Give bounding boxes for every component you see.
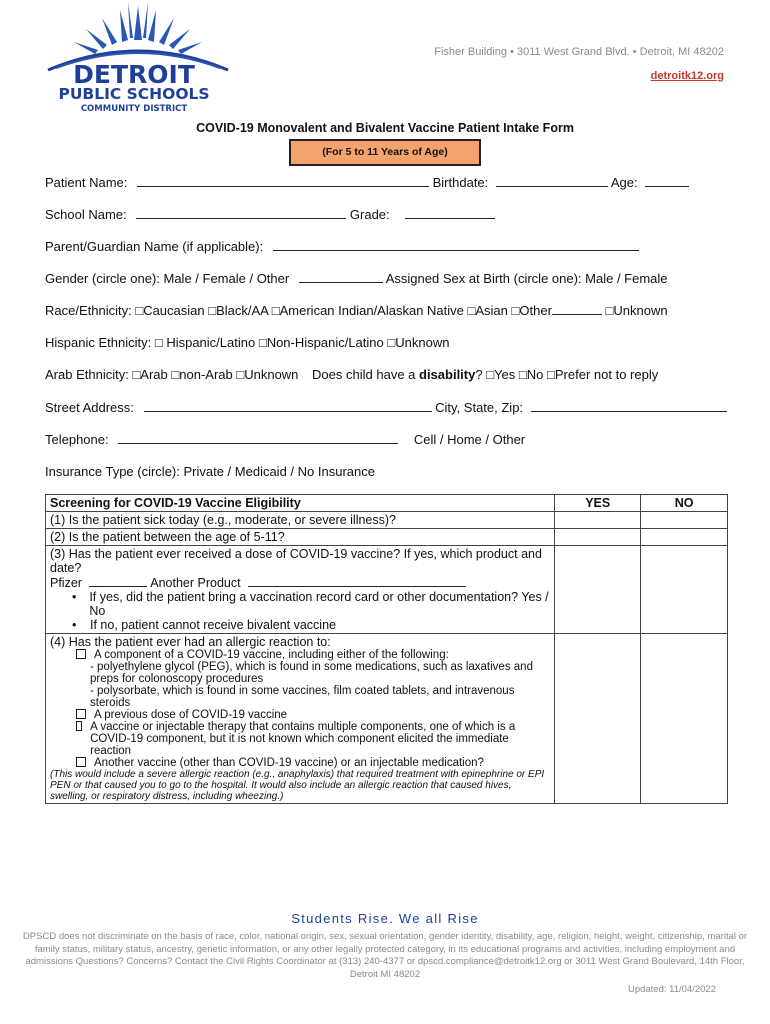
question-3-cell bbox=[46, 546, 555, 634]
race-checkbox-icon[interactable]: □ bbox=[511, 303, 520, 318]
telephone-field[interactable] bbox=[118, 432, 398, 444]
logo-line-public-schools: PUBLIC SCHOOLS bbox=[58, 85, 210, 103]
race-option-asian: Asian bbox=[475, 303, 508, 318]
motto: Students Rise. We all Rise bbox=[291, 911, 479, 926]
grade-label: Grade: bbox=[349, 207, 390, 222]
question-4: (4) Has the patient ever had an allergic reaction to: bbox=[50, 635, 331, 649]
q3-bullet-1 bbox=[50, 590, 550, 618]
arab-checkbox-icon[interactable]: □ bbox=[171, 367, 180, 382]
q4-item-1a: - polyethylene glycol (PEG), which is found in some medications, such as laxatives and preps for colonoscopy procedures bbox=[90, 661, 533, 685]
street-row bbox=[45, 400, 727, 415]
checkbox-icon[interactable] bbox=[76, 709, 86, 719]
race-checkbox-icon[interactable]: □ bbox=[135, 303, 144, 318]
race-checkbox-icon[interactable]: □ bbox=[467, 303, 476, 318]
table-row bbox=[46, 634, 728, 804]
disability-checkbox-icon[interactable]: □ bbox=[486, 367, 495, 382]
race-other-field[interactable] bbox=[552, 303, 602, 315]
arab-row bbox=[45, 367, 658, 382]
question-4-cell bbox=[46, 634, 555, 804]
answer-no-cell[interactable] bbox=[641, 634, 728, 804]
q3-bullet-2 bbox=[50, 618, 550, 632]
answer-no-cell[interactable] bbox=[641, 512, 728, 529]
table-row bbox=[46, 546, 728, 634]
q3-other-field[interactable] bbox=[248, 575, 466, 587]
race-option-caucasian: Caucasian bbox=[143, 303, 205, 318]
dpscd-logo bbox=[38, 2, 238, 114]
q4-item-4 bbox=[50, 757, 550, 769]
hispanic-checkbox-icon[interactable]: □ bbox=[258, 335, 267, 350]
question-1: (1) Is the patient sick today (e.g., moderate, or severe illness)? bbox=[46, 512, 555, 529]
insurance-row bbox=[45, 464, 375, 479]
answer-no-cell[interactable] bbox=[641, 529, 728, 546]
gender-row bbox=[45, 271, 668, 286]
telephone-row bbox=[45, 432, 525, 447]
answer-yes-cell[interactable] bbox=[555, 634, 641, 804]
school-row bbox=[45, 207, 495, 222]
birthdate-label: Birthdate: bbox=[432, 175, 489, 190]
race-checkbox-icon[interactable]: □ bbox=[271, 303, 280, 318]
race-row bbox=[45, 303, 668, 318]
bullet-icon: • bbox=[72, 590, 77, 604]
form-title: COVID-19 Monovalent and Bivalent Vaccine Patient Intake Form bbox=[196, 121, 574, 135]
gender-other-field[interactable] bbox=[299, 271, 383, 283]
arab-label: Arab Ethnicity: bbox=[45, 367, 133, 382]
q4-item-1 bbox=[50, 649, 550, 661]
bullet-icon: • bbox=[72, 618, 77, 632]
q3-bullet-1-text: If yes, did the patient bring a vaccination record card or other documentation? Yes / No bbox=[89, 590, 549, 618]
parent-field[interactable] bbox=[273, 239, 639, 251]
patient-name-field[interactable] bbox=[137, 175, 429, 187]
race-option-american-indian: American Indian/Alaskan Native bbox=[279, 303, 464, 318]
city-field[interactable] bbox=[531, 400, 727, 412]
race-checkbox-icon[interactable]: □ bbox=[605, 303, 614, 318]
arab-option-arab: Arab bbox=[140, 367, 168, 382]
gender-label: Gender (circle one): Male / Female / Other bbox=[45, 271, 290, 286]
phone-type: Cell / Home / Other bbox=[413, 432, 526, 447]
age-field[interactable] bbox=[645, 175, 689, 187]
arab-checkbox-icon[interactable]: □ bbox=[236, 367, 245, 382]
arab-option-non-arab: non-Arab bbox=[179, 367, 233, 382]
race-checkbox-icon[interactable]: □ bbox=[208, 303, 217, 318]
table-row bbox=[46, 529, 728, 546]
q4-item-2 bbox=[50, 709, 550, 721]
hispanic-option-yes: Hispanic/Latino bbox=[166, 335, 256, 350]
q3-pfizer-label: Pfizer bbox=[50, 576, 82, 590]
insurance-label: Insurance Type (circle): Private / Medicaid / No Insurance bbox=[45, 464, 375, 479]
street-field[interactable] bbox=[144, 400, 432, 412]
answer-yes-cell[interactable] bbox=[555, 512, 641, 529]
parent-row bbox=[45, 239, 639, 254]
updated-date: Updated: 11/04/2022 bbox=[627, 984, 716, 995]
disability-question bbox=[312, 367, 483, 382]
logo-line-detroit: DETROIT bbox=[73, 60, 195, 89]
question-3: (3) Has the patient ever received a dose of COVID-19 vaccine? If yes, which product and date? bbox=[50, 547, 542, 575]
disability-option-yes: Yes bbox=[494, 367, 516, 382]
school-name-field[interactable] bbox=[136, 207, 346, 219]
q4-item-3 bbox=[50, 721, 550, 757]
patient-name-label: Patient Name: bbox=[45, 175, 128, 190]
disability-word: disability bbox=[419, 367, 476, 382]
grade-field[interactable] bbox=[405, 207, 495, 219]
q4-item-2-text: A previous dose of COVID-19 vaccine bbox=[94, 709, 288, 721]
race-option-black: Black/AA bbox=[216, 303, 269, 318]
q3-pfizer-field[interactable] bbox=[89, 575, 147, 587]
yes-column-header: YES bbox=[555, 495, 641, 512]
disability-checkbox-icon[interactable]: □ bbox=[547, 367, 555, 382]
age-label: Age: bbox=[610, 175, 638, 190]
header-address: Fisher Building • 3011 West Grand Blvd. • Detroit, MI 48202 bbox=[434, 46, 724, 58]
race-label: Race/Ethnicity: bbox=[45, 303, 136, 318]
disability-option-prefer-not: Prefer not to reply bbox=[554, 367, 659, 382]
q4-item-3-text: A vaccine or injectable therapy that contains multiple components, one of which is a COVID-19 component, but it is not known which component elicited the immediate reaction bbox=[90, 721, 516, 757]
screening-header: Screening for COVID-19 Vaccine Eligibility bbox=[46, 495, 555, 512]
hispanic-checkbox-icon[interactable]: □ bbox=[154, 335, 163, 350]
patient-name-row bbox=[45, 175, 689, 190]
telephone-label: Telephone: bbox=[45, 432, 109, 447]
logo-line-community-district: COMMUNITY DISTRICT bbox=[80, 104, 188, 114]
checkbox-icon[interactable] bbox=[76, 649, 86, 659]
race-option-other: Other bbox=[519, 303, 552, 318]
hispanic-option-no: Non-Hispanic/Latino bbox=[266, 335, 384, 350]
race-option-unknown: Unknown bbox=[613, 303, 668, 318]
q4-item-1-text: A component of a COVID-19 vaccine, including either of the following: bbox=[94, 649, 449, 661]
q4-item-4-text: Another vaccine (other than COVID-19 vaccine) or an injectable medication? bbox=[94, 757, 484, 769]
arab-checkbox-icon[interactable]: □ bbox=[132, 367, 141, 382]
hispanic-checkbox-icon[interactable]: □ bbox=[387, 335, 396, 350]
website-link[interactable]: detroitk12.org bbox=[650, 70, 724, 82]
disability-pre-text: Does child have a bbox=[312, 367, 419, 382]
city-label: City, State, Zip: bbox=[435, 400, 524, 415]
q3-other-label: Another Product bbox=[150, 576, 241, 590]
q4-note: (This would include a severe allergic reaction (e.g., anaphylaxis) that required treatment with epinephrine or EPI PEN or that caused you to go to the hospital. It would also include an allergic reaction that caused hives, swelling, or respiratory distress, including wheezing.) bbox=[50, 769, 545, 802]
age-range-badge: (For 5 to 11 Years of Age) bbox=[289, 139, 481, 166]
table-row bbox=[46, 512, 728, 529]
hispanic-row bbox=[45, 335, 449, 350]
question-2: (2) Is the patient between the age of 5-11? bbox=[46, 529, 555, 546]
no-column-header: NO bbox=[641, 495, 728, 512]
answer-yes-cell[interactable] bbox=[555, 529, 641, 546]
hispanic-label: Hispanic Ethnicity: bbox=[45, 335, 155, 350]
birthdate-field[interactable] bbox=[496, 175, 608, 187]
parent-label: Parent/Guardian Name (if applicable): bbox=[45, 239, 264, 254]
screening-table bbox=[45, 494, 728, 804]
street-label: Street Address: bbox=[45, 400, 134, 415]
answer-yes-cell[interactable] bbox=[555, 546, 641, 634]
disclaimer: DPSCD does not discriminate on the basis of race, color, national origin, sex, sexual orientation, gender identity, disability, age, religion, height, weight, citizenship, marital or family status, military status, ancestry, genetic information, or any other legally protected category, in its educational programs and activities, including employment and admissions Questions? Concerns? Contact the Civil Rights Coordinator at (313) 240-4377 or dpscd.compliance@detroitk12.org or 3011 West Grand Boulevard, 14th Floor, Detroit MI 48202 bbox=[22, 931, 748, 980]
table-header-row bbox=[46, 495, 728, 512]
arab-option-unknown: Unknown bbox=[244, 367, 299, 382]
assigned-sex-label: Assigned Sex at Birth (circle one): Male / Female bbox=[385, 271, 668, 286]
disability-checkbox-icon[interactable]: □ bbox=[518, 367, 527, 382]
disability-option-no: No bbox=[526, 367, 544, 382]
checkbox-icon[interactable] bbox=[76, 757, 86, 767]
school-name-label: School Name: bbox=[45, 207, 127, 222]
answer-no-cell[interactable] bbox=[641, 546, 728, 634]
q3-product-line bbox=[50, 575, 550, 590]
checkbox-icon[interactable] bbox=[76, 721, 82, 731]
disability-post-text: ? bbox=[475, 367, 483, 382]
hispanic-option-unknown: Unknown bbox=[395, 335, 450, 350]
q3-bullet-2-text: If no, patient cannot receive bivalent vaccine bbox=[90, 618, 336, 632]
q4-item-1b: - polysorbate, which is found in some vaccines, film coated tablets, and intravenous steroids bbox=[90, 685, 515, 709]
